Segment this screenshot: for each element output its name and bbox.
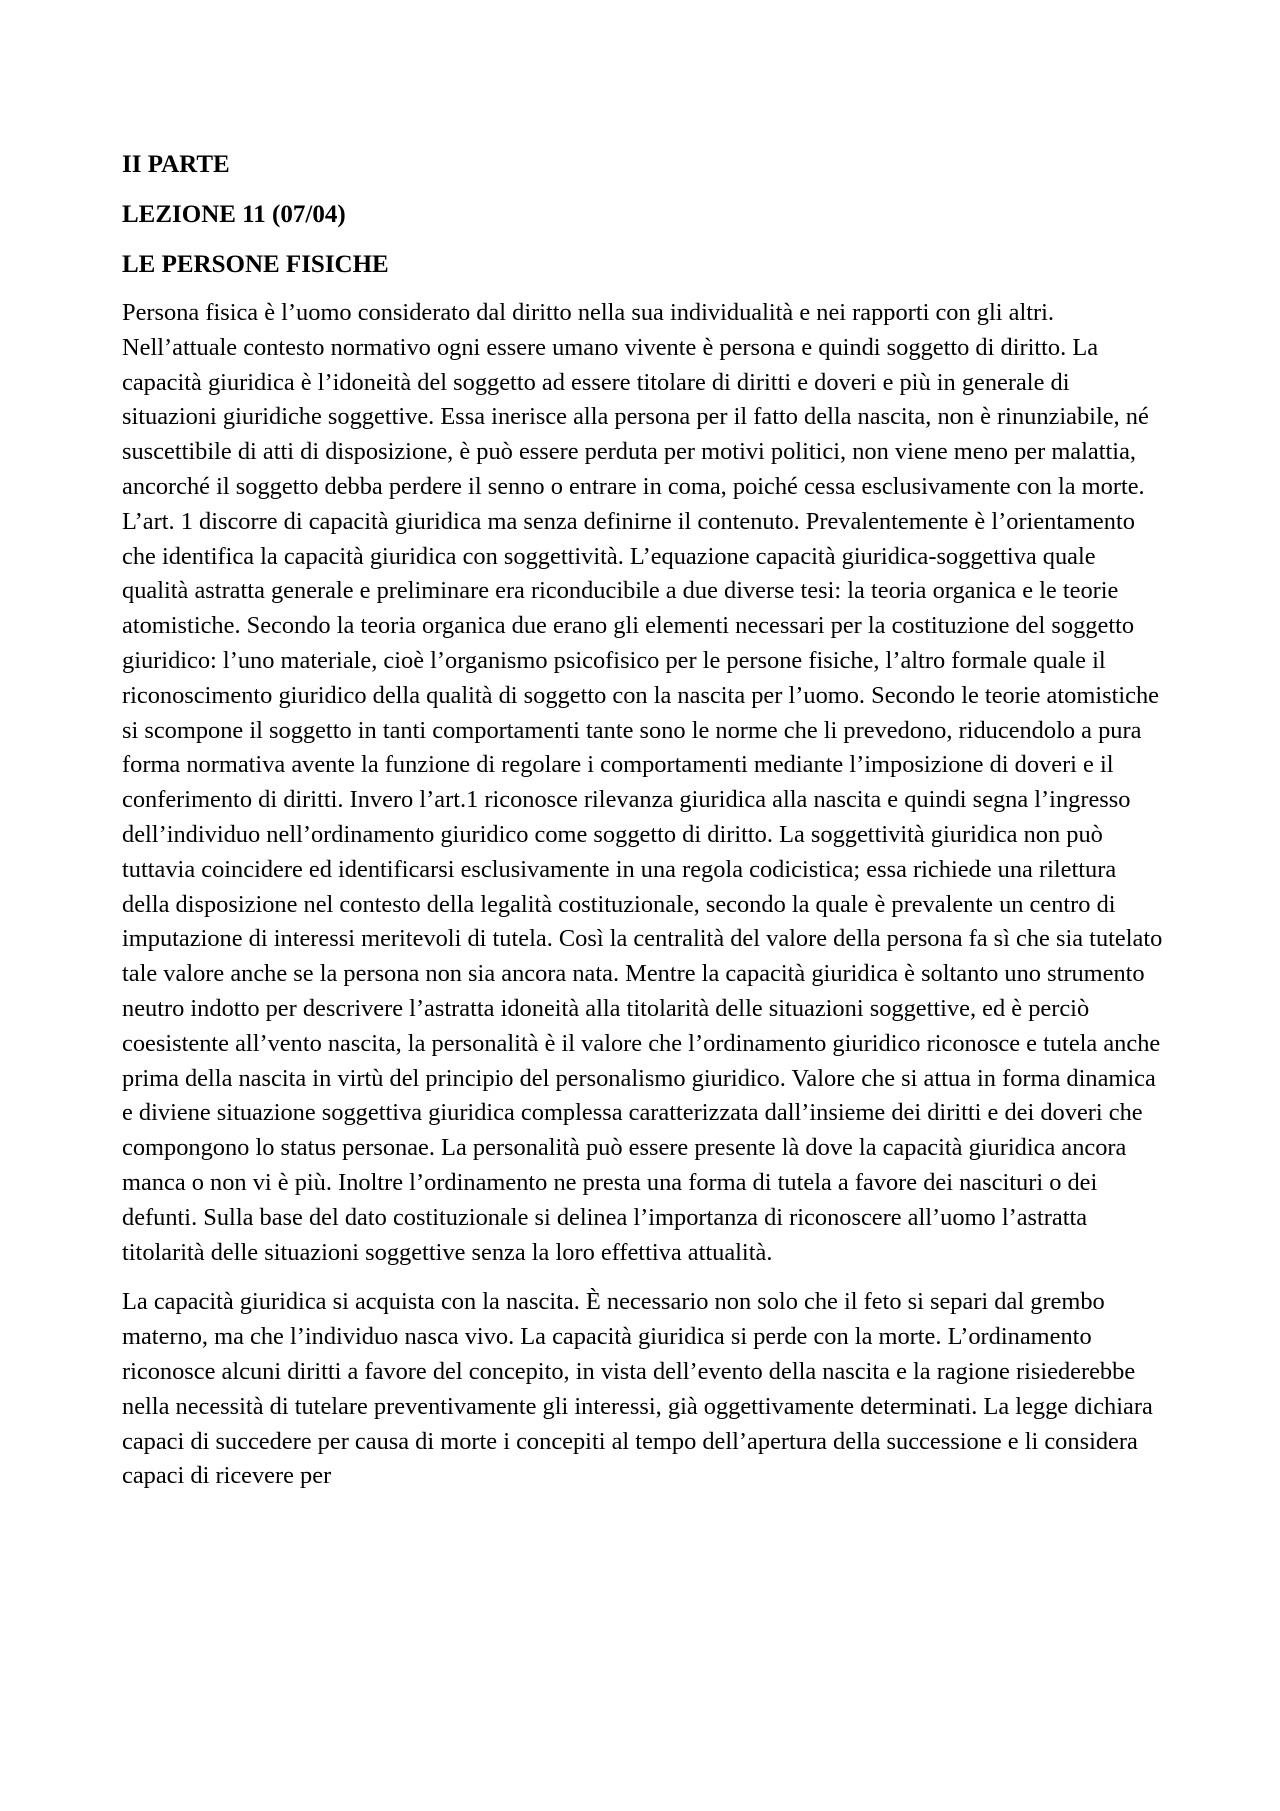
paragraph-art1: L’art. 1 discorre di capacità giuridica ma senza definirne il contenuto. Prevalentemente è l’orientamento che identifica la capacità giuridica con soggettività. L’equazione capacità giuridica-soggettiva quale qualità astratta generale e preliminare era riconducibile a due diverse tesi: la teoria organica e le teorie atomistiche. Secondo la teoria organica due erano gli elementi necessari per la costituzione del soggetto giuridico: l’uno materiale, cioè l’organismo psicofisico per le persone fisiche, l’altro formale quale il riconoscimento giuridico della qualità di soggetto con la nascita per l’uomo. Secondo le teorie atomistiche si scompone il soggetto in tanti comportamenti tante sono le norme che li prevedono, riducendolo a pura forma normativa avente la funzione di regolare i comportamenti mediante l’imposizione di doveri e il conferimento di diritti. Invero l’art.1 riconosce rilevanza giuridica alla nascita e quindi segna l’ingresso dell’individuo nell’ordinamento giuridico come soggetto di diritto. La soggettività giuridica non può tuttavia coincidere ed identificarsi esclusivamente in una regola codicistica; essa richiede una rilettura della disposizione nel contesto della legalità costituzionale, secondo la quale è prevalente un centro di imputazione di interessi meritevoli di tutela. Così la centralità del valore della persona fa sì che sia tutelato tale valore anche se la persona non sia ancora nata. Mentre la capacità giuridica è soltanto uno strumento neutro indotto per descrivere l’astratta idoneità alla titolarità delle situazioni soggettive, ed è perciò coesistente all’vento nascita, la personalità è il valore che l’ordinamento giuridico riconosce e tutela anche prima della nascita in virtù del principio del personalismo giuridico. Valore che si attua in forma dinamica e diviene situazione soggettiva giuridica complessa caratterizzata dall’insieme dei diritti e dei doveri che compongono lo status personae. La personalità può essere presente là dove la capacità giuridica ancora manca o non vi è più. Inoltre l’ordinamento ne presta una forma di tutela a favore dei nascituri o dei defunti. Sulla base del dato costituzionale si delinea l’importanza di riconoscere all’uomo l’astratta titolarità delle situazioni soggettive senza la loro effettiva attualità. bbox=[122, 507, 1163, 1266]
paragraph-acquisition: La capacità giuridica si acquista con la nascita. È necessario non solo che il feto si separi dal grembo materno, ma che l’individuo nasca vivo. La capacità giuridica si perde con la morte. L’ordinamento riconosce alcuni diritti a favore del concepito, in vista dell’evento della nascita e la ragione risiederebbe nella necessità di tutelare preventivamente gli interessi, già oggettivamente determinati. La legge dichiara capaci di succedere per causa di morte i concepiti al tempo dell’apertura della successione e li considera capaci di ricevere per bbox=[122, 1288, 1153, 1490]
section-title: LE PERSONE FISICHE bbox=[122, 251, 389, 278]
paragraph-intro: Persona fisica è l’uomo considerato dal diritto nella sua individualità e nei rapporti con gli altri. Nell’attuale contesto normativo ogni essere umano vivente è persona e quindi soggetto di diritto. La capacità giuridica è l’idoneità del soggetto ad essere titolare di diritti e doveri e più in generale di situazioni giuridiche soggettive. Essa inerisce alla persona per il fatto della nascita, non è rinunziabile, né suscettibile di atti di disposizione, è può essere perduta per motivi politici, non viene meno per malattia, ancorché il soggetto debba perdere il senno o entrare in coma, poiché cessa esclusivamente con la morte. bbox=[122, 299, 1149, 500]
part-heading: II PARTE bbox=[122, 151, 230, 178]
lesson-heading: LEZIONE 11 (07/04) bbox=[122, 201, 346, 228]
document-page bbox=[122, 150, 1167, 1494]
